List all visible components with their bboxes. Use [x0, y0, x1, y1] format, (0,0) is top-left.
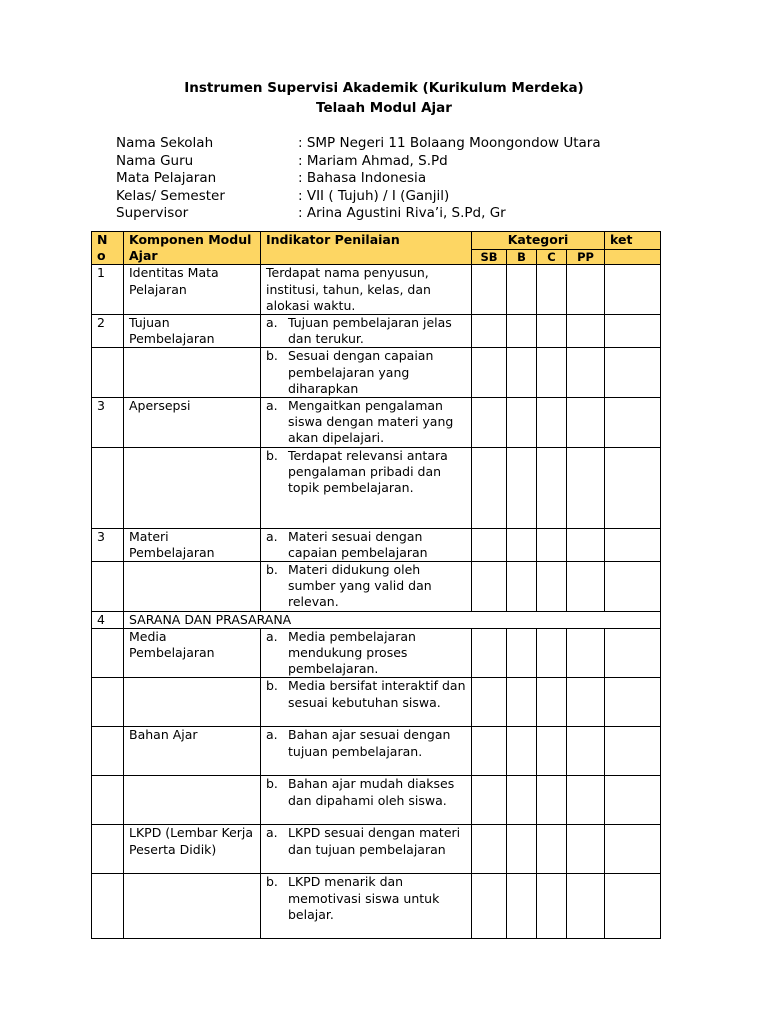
score-b-cell[interactable]	[507, 776, 537, 825]
header-pp: PP	[567, 250, 605, 265]
indicator-text: LKPD sesuai dengan materi dan tujuan pembelajaran	[288, 825, 461, 857]
score-b-cell[interactable]	[507, 628, 537, 678]
score-sb-cell[interactable]	[472, 528, 507, 561]
score-b-cell[interactable]	[507, 528, 537, 561]
row-indikator	[261, 727, 472, 776]
row-no: 1	[92, 265, 124, 315]
row-indikator	[261, 528, 472, 561]
score-c-cell[interactable]	[537, 315, 567, 348]
score-sb-cell[interactable]	[472, 874, 507, 939]
table-row	[92, 315, 661, 348]
score-pp-cell[interactable]	[567, 562, 605, 612]
ket-cell[interactable]	[605, 727, 661, 776]
row-komponen: Materi Pembelajaran	[124, 528, 261, 561]
row-no	[92, 825, 124, 874]
row-indikator	[261, 447, 472, 528]
row-no	[92, 562, 124, 612]
score-sb-cell[interactable]	[472, 447, 507, 528]
table-header-row	[92, 232, 661, 250]
score-c-cell[interactable]	[537, 447, 567, 528]
row-komponen: Apersepsi	[124, 398, 261, 448]
row-indikator	[261, 315, 472, 348]
indicator-text: Materi sesuai dengan capaian pembelajaran	[288, 528, 428, 560]
indicator-text: Sesuai dengan capaian pembelajaran yang diharapkan	[288, 348, 434, 396]
score-c-cell[interactable]	[537, 398, 567, 448]
table-row	[92, 398, 661, 448]
table-row	[92, 265, 661, 315]
score-pp-cell[interactable]	[567, 628, 605, 678]
header-ket: ket	[605, 232, 661, 250]
score-b-cell[interactable]	[507, 874, 537, 939]
ket-cell[interactable]	[605, 528, 661, 561]
score-b-cell[interactable]	[507, 315, 537, 348]
score-c-cell[interactable]	[537, 825, 567, 874]
indicator-letter: b.	[266, 348, 278, 364]
score-c-cell[interactable]	[537, 348, 567, 398]
ket-cell[interactable]	[605, 562, 661, 612]
info-value: : Arina Agustini Riva’i, S.Pd, Gr	[298, 205, 506, 221]
ket-cell[interactable]	[605, 825, 661, 874]
row-indikator	[261, 678, 472, 727]
row-komponen	[124, 678, 261, 727]
score-sb-cell[interactable]	[472, 825, 507, 874]
indicator-letter: b.	[266, 776, 278, 792]
header-indikator: Indikator Penilaian	[261, 232, 472, 265]
row-indikator	[261, 628, 472, 678]
score-sb-cell[interactable]	[472, 628, 507, 678]
ket-cell[interactable]	[605, 315, 661, 348]
score-sb-cell[interactable]	[472, 315, 507, 348]
indicator-text: Media pembelajaran mendukung proses pembelajaran.	[288, 628, 416, 677]
indicator-text: Mengaitkan pengalaman siswa dengan materi yang akan dipelajari.	[288, 398, 454, 446]
indicator-letter: b.	[266, 562, 278, 578]
score-pp-cell[interactable]	[567, 315, 605, 348]
table-section-row	[92, 611, 661, 628]
row-no	[92, 678, 124, 727]
document-title: Instrumen Supervisi Akademik (Kurikulum Merdeka)	[184, 80, 584, 96]
score-sb-cell[interactable]	[472, 398, 507, 448]
row-no	[92, 447, 124, 528]
row-no: 2	[92, 315, 124, 348]
indicator-letter: a.	[266, 727, 278, 743]
score-pp-cell[interactable]	[567, 678, 605, 727]
score-sb-cell[interactable]	[472, 562, 507, 612]
indicator-letter: b.	[266, 447, 278, 463]
table-row	[92, 528, 661, 561]
table-row	[92, 874, 661, 939]
indicator-text: Terdapat relevansi antara pengalaman pribadi dan topik pembelajaran.	[288, 447, 448, 496]
info-label: Supervisor	[116, 205, 189, 221]
header-ket-blank	[605, 250, 661, 265]
indicator-text: Materi didukung oleh sumber yang valid dan relevan.	[288, 562, 432, 610]
score-sb-cell[interactable]	[472, 727, 507, 776]
indicator-text: Media bersifat interaktif dan sesuai kebutuhan siswa.	[288, 678, 466, 710]
document-subtitle: Telaah Modul Ajar	[316, 100, 452, 116]
info-label: Mata Pelajaran	[116, 170, 217, 186]
row-no: 4	[92, 611, 124, 628]
indicator-text: Tujuan pembelajaran jelas dan terukur.	[288, 315, 452, 347]
table-row	[92, 678, 661, 727]
indicator-letter: a.	[266, 528, 278, 544]
row-komponen	[124, 874, 261, 939]
row-indikator	[261, 825, 472, 874]
info-label: Nama Guru	[116, 152, 194, 169]
row-komponen	[124, 776, 261, 825]
row-indikator	[261, 398, 472, 448]
score-sb-cell[interactable]	[472, 348, 507, 398]
score-c-cell[interactable]	[537, 727, 567, 776]
score-b-cell[interactable]	[507, 562, 537, 612]
table-row	[92, 562, 661, 612]
row-komponen: Media Pembelajaran	[124, 628, 261, 678]
row-no: 3	[92, 398, 124, 448]
row-no	[92, 628, 124, 678]
header-sb: SB	[472, 250, 507, 265]
info-value: : Mariam Ahmad, S.Pd	[298, 152, 448, 169]
score-pp-cell[interactable]	[567, 398, 605, 448]
row-indikator	[261, 874, 472, 939]
row-no	[92, 348, 124, 398]
row-indikator	[261, 776, 472, 825]
score-pp-cell[interactable]	[567, 825, 605, 874]
header-no: N o	[92, 232, 124, 265]
indicator-text: Bahan ajar mudah diakses dan dipahami oleh siswa.	[288, 776, 455, 808]
score-sb-cell[interactable]	[472, 678, 507, 727]
score-c-cell[interactable]	[537, 776, 567, 825]
row-no: 3	[92, 528, 124, 561]
info-value: : SMP Negeri 11 Bolaang Moongondow Utara	[298, 135, 601, 151]
info-row-school	[116, 135, 601, 153]
indicator-letter: b.	[266, 874, 278, 890]
info-row-supervisor	[116, 205, 601, 223]
indicator-letter: a.	[266, 825, 278, 841]
score-c-cell[interactable]	[537, 562, 567, 612]
score-pp-cell[interactable]	[567, 727, 605, 776]
ket-cell[interactable]	[605, 398, 661, 448]
score-b-cell[interactable]	[507, 727, 537, 776]
table-row	[92, 348, 661, 398]
score-b-cell[interactable]	[507, 825, 537, 874]
row-komponen: LKPD (Lembar Kerja Peserta Didik)	[124, 825, 261, 874]
header-kategori: Kategori	[472, 232, 605, 250]
info-value: : Bahasa Indonesia	[298, 170, 427, 186]
row-komponen	[124, 447, 261, 528]
score-sb-cell[interactable]	[472, 776, 507, 825]
row-komponen	[124, 348, 261, 398]
row-no	[92, 776, 124, 825]
score-c-cell[interactable]	[537, 678, 567, 727]
table-row	[92, 776, 661, 825]
table-row	[92, 727, 661, 776]
score-pp-cell[interactable]	[567, 528, 605, 561]
indicator-text: Bahan ajar sesuai dengan tujuan pembelajaran.	[288, 727, 451, 759]
row-komponen: Bahan Ajar	[124, 727, 261, 776]
ket-cell[interactable]	[605, 776, 661, 825]
table-row	[92, 628, 661, 678]
score-c-cell[interactable]	[537, 874, 567, 939]
indicator-letter: a.	[266, 398, 278, 414]
ket-cell[interactable]	[605, 628, 661, 678]
info-label: Kelas/ Semester	[116, 187, 225, 204]
header-c: C	[537, 250, 567, 265]
score-b-cell[interactable]	[507, 447, 537, 528]
section-title: SARANA DAN PRASARANA	[124, 611, 661, 628]
score-c-cell[interactable]	[537, 528, 567, 561]
ket-cell[interactable]	[605, 348, 661, 398]
score-pp-cell[interactable]	[567, 348, 605, 398]
info-row-subject	[116, 170, 601, 188]
row-indikator: Terdapat nama penyusun, institusi, tahun, kelas, dan alokasi waktu.	[261, 265, 472, 315]
score-c-cell[interactable]	[537, 628, 567, 678]
indicator-letter: a.	[266, 315, 278, 331]
header-b: B	[507, 250, 537, 265]
score-b-cell[interactable]	[507, 398, 537, 448]
score-sb-cell[interactable]	[472, 265, 507, 315]
info-value: : VII ( Tujuh) / I (Ganjil)	[298, 187, 450, 204]
score-b-cell[interactable]	[507, 265, 537, 315]
info-label: Nama Sekolah	[116, 135, 214, 151]
score-b-cell[interactable]	[507, 348, 537, 398]
indicator-letter: a.	[266, 628, 278, 644]
indicator-letter: b.	[266, 678, 278, 694]
score-pp-cell[interactable]	[567, 447, 605, 528]
score-b-cell[interactable]	[507, 678, 537, 727]
row-indikator	[261, 348, 472, 398]
row-komponen: Identitas Mata Pelajaran	[124, 265, 261, 315]
score-c-cell[interactable]	[537, 265, 567, 315]
ket-cell[interactable]	[605, 678, 661, 727]
row-no	[92, 874, 124, 939]
score-pp-cell[interactable]	[567, 265, 605, 315]
row-no	[92, 727, 124, 776]
header-komponen: Komponen Modul Ajar	[124, 232, 261, 265]
assessment-table	[91, 231, 661, 939]
ket-cell[interactable]	[605, 447, 661, 528]
info-block	[116, 135, 601, 223]
ket-cell[interactable]	[605, 874, 661, 939]
row-indikator	[261, 562, 472, 612]
ket-cell[interactable]	[605, 265, 661, 315]
info-row-teacher	[116, 153, 601, 171]
score-pp-cell[interactable]	[567, 776, 605, 825]
score-pp-cell[interactable]	[567, 874, 605, 939]
info-row-class	[116, 188, 601, 206]
indicator-text: LKPD menarik dan memotivasi siswa untuk belajar.	[288, 874, 440, 922]
row-komponen	[124, 562, 261, 612]
table-row	[92, 825, 661, 874]
table-row	[92, 447, 661, 528]
row-komponen: Tujuan Pembelajaran	[124, 315, 261, 348]
